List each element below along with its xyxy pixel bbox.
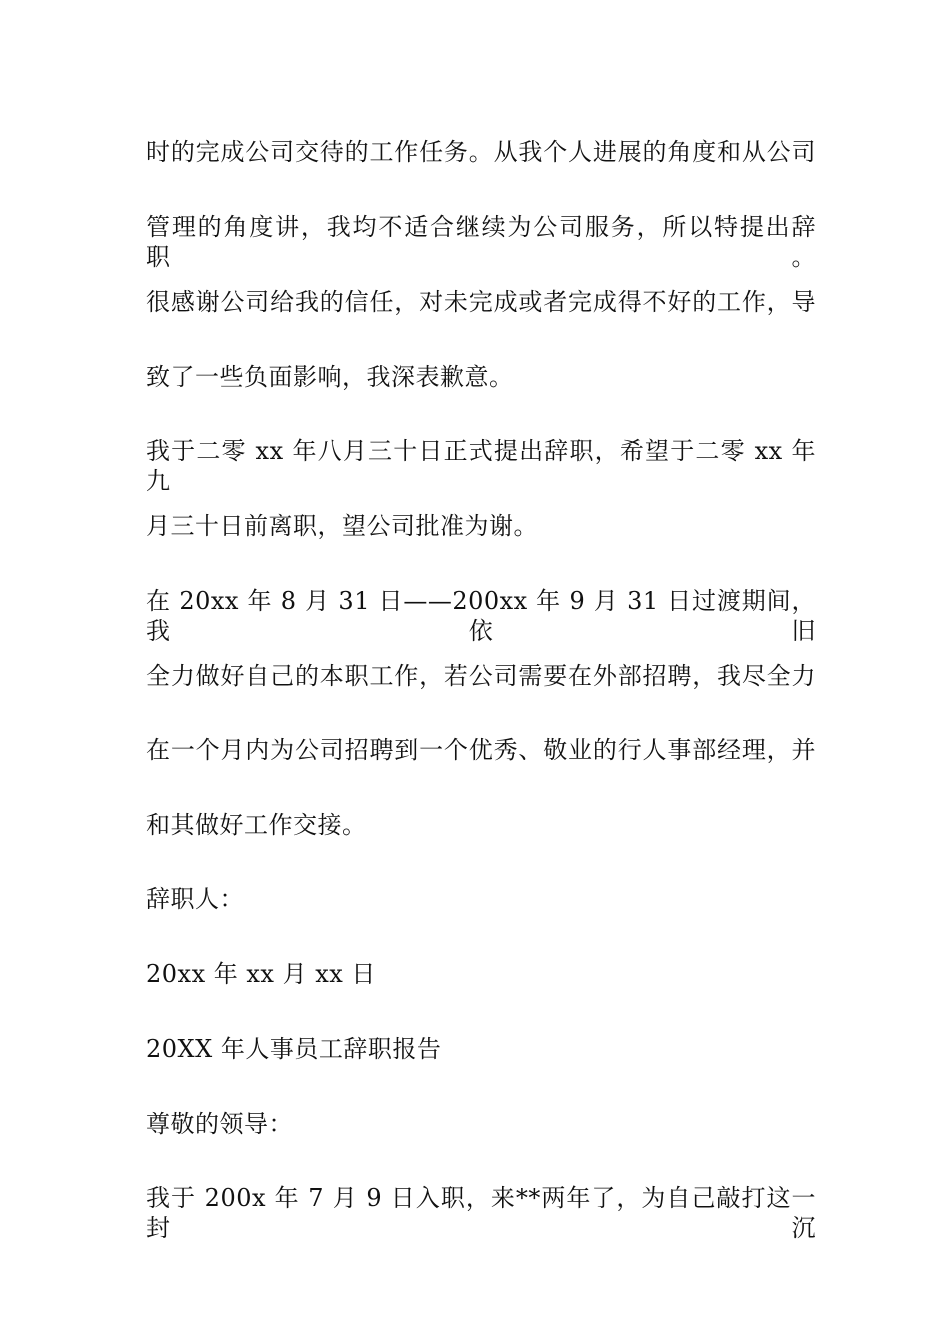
body-text-line: 和其做好工作交接。 bbox=[146, 811, 367, 839]
section-title: 20XX 年人事员工辞职报告 bbox=[146, 1035, 442, 1063]
salutation: 尊敬的领导： bbox=[146, 1110, 293, 1138]
body-text-line: 在一个月内为公司招聘到一个优秀、敬业的行人事部经理，并 bbox=[146, 736, 816, 764]
signature-label: 辞职人： bbox=[146, 885, 244, 913]
body-text-line: 全力做好自己的本职工作，若公司需要在外部招聘，我尽全力 bbox=[146, 662, 816, 690]
body-text-line: 月三十日前离职，望公司批准为谢。 bbox=[146, 512, 538, 540]
body-text-line: 在 20xx 年 8 月 31 日——200xx 年 9 月 31 日过渡期间，我依旧 bbox=[146, 587, 816, 645]
body-text-line: 管理的角度讲，我均不适合继续为公司服务，所以特提出辞职。 bbox=[146, 213, 816, 271]
body-text-line: 时的完成公司交待的工作任务。从我个人进展的角度和从公司 bbox=[146, 138, 816, 166]
body-text-line: 我于 200x 年 7 月 9 日入职，来**两年了，为自己敲打这一封沉 bbox=[146, 1184, 816, 1242]
date-line: 20xx 年 xx 月 xx 日 bbox=[146, 960, 376, 988]
body-text-line: 很感谢公司给我的信任，对未完成或者完成得不好的工作，导 bbox=[146, 288, 816, 316]
body-text-line: 致了一些负面影响，我深表歉意。 bbox=[146, 363, 514, 391]
body-text-line: 我于二零 xx 年八月三十日正式提出辞职，希望于二零 xx 年九 bbox=[146, 437, 816, 495]
